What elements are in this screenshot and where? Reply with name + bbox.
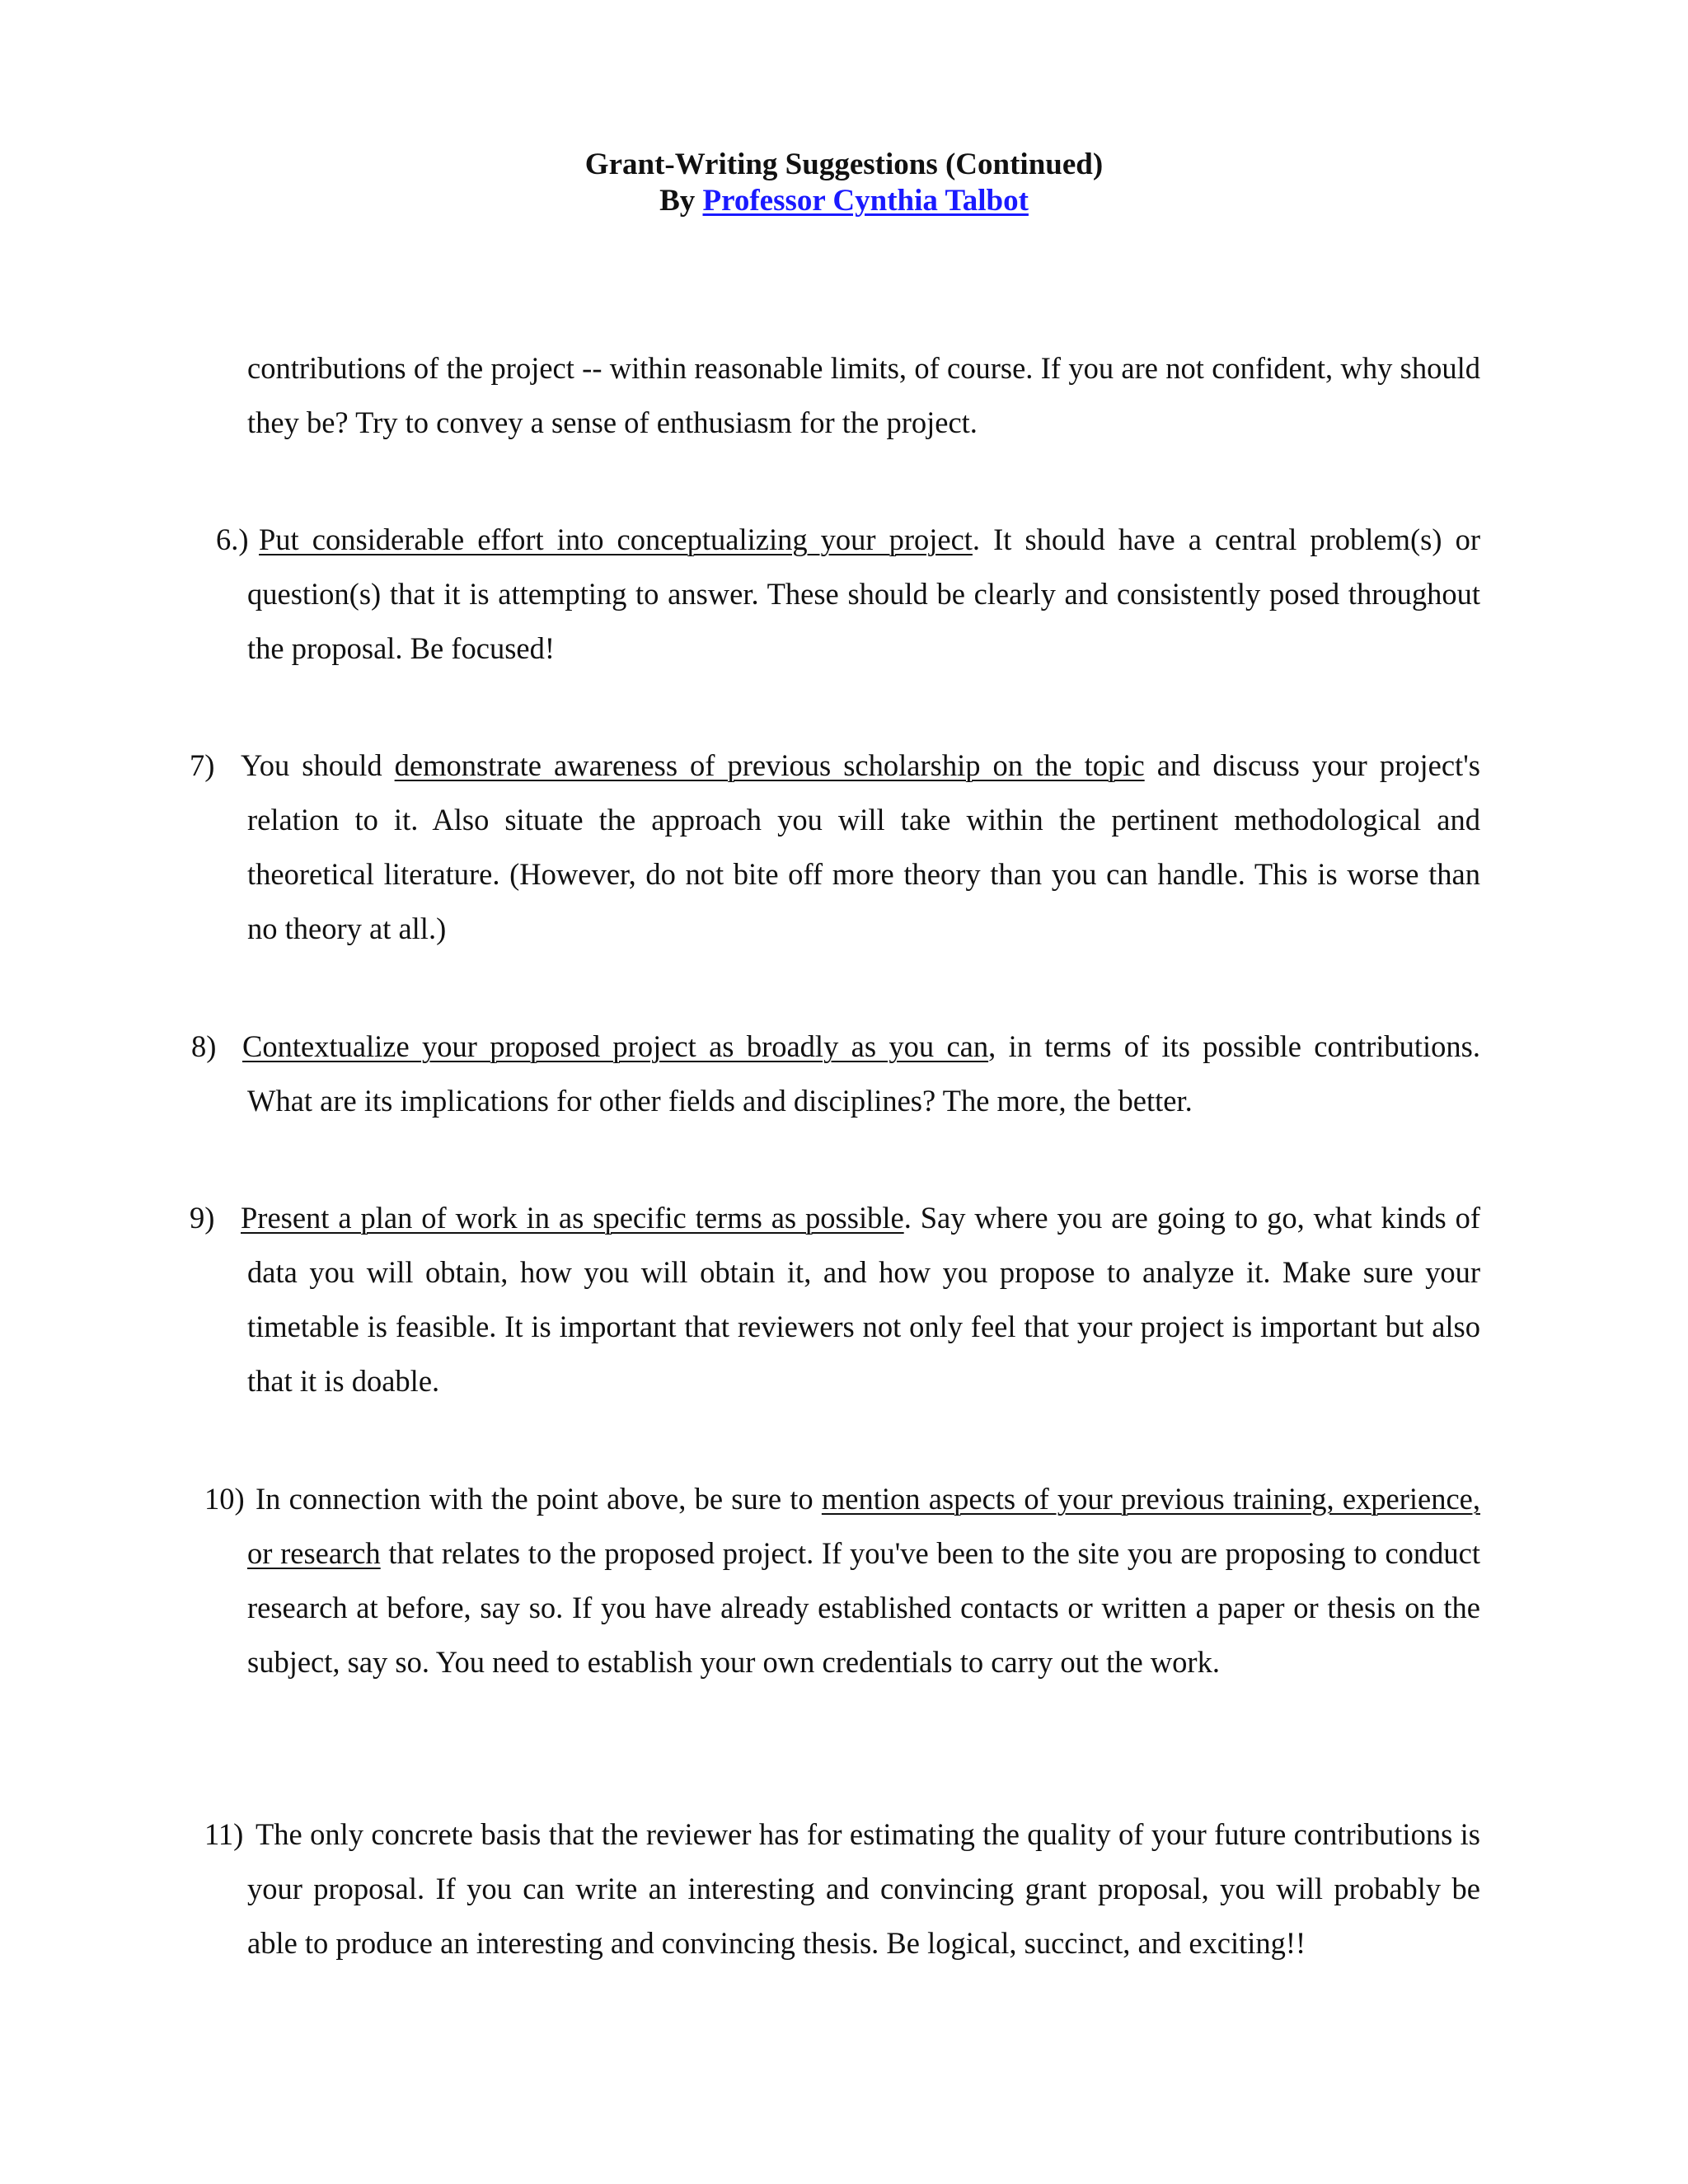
paragraph-text-before: In connection with the point above, be sure to [256,1482,822,1516]
item-number: 8) [191,1029,217,1063]
paragraph-text-before: You should [241,748,395,782]
paragraph-text: The only concrete basis that the reviewer has for estimating the quality of your future contributions is your proposal. If you can write an interesting and convincing grant proposal, you will probably be able to produce an interesting and convincing thesis. Be logical, succinct, and exciting!! [247,1817,1480,1960]
item-number: 7) [190,748,215,782]
item-number: 6.) [216,523,249,556]
paragraph-text: that relates to the proposed project. If you've been to the site you are proposing to conduct research at before, say so. If you have already established contacts or written a paper or thesis on the subject, say so. You need to establish your own credentials to carry out the work. [247,1536,1480,1679]
author-link[interactable]: Professor Cynthia Talbot [702,184,1029,218]
emphasis-text: mention aspects of your previous training, experience, or research [247,1482,1480,1570]
emphasis-text: Present a plan of work in as specific terms as possible [241,1201,904,1235]
title-block [0,147,1688,219]
paragraph-text: , in terms of its possible contributions. What are its implications for other fields and disciplines? The more, the better. [247,1029,1481,1118]
list-item-6 [216,513,1480,676]
list-item-8 [191,1019,1481,1128]
emphasis-text: Put considerable effort into conceptualizing your project [259,523,973,556]
byline-prefix: By [659,184,703,218]
list-item-9 [190,1191,1480,1408]
paragraph-5-continued [247,341,1480,450]
emphasis-text: demonstrate awareness of previous scholarship on the topic [394,748,1145,782]
paragraph-text: and discuss your project's relation to it. Also situate the approach you will take within the pertinent methodological and theoretical literature. (However, do not bite off more theory than you can handle. This is worse than no theory at all.) [247,748,1480,945]
paragraph-text: . It should have a central problem(s) or question(s) that it is attempting to answer. These should be clearly and consistently posed throughout the proposal. Be focused! [247,523,1480,665]
paragraph-text: . Say where you are going to go, what kinds of data you will obtain, how you will obtain it, and how you propose to analyze it. Make sure your timetable is feasible. It is important that reviewers not only feel that your project is important but also that it is doable. [247,1201,1480,1398]
item-number: 10) [204,1482,245,1516]
list-item-10 [204,1472,1480,1690]
item-number: 9) [190,1201,215,1235]
emphasis-text: Contextualize your proposed project as broadly as you can [242,1029,989,1063]
page-title: Grant-Writing Suggestions (Continued) [584,148,1104,181]
list-item-7 [190,738,1480,956]
byline [0,183,1688,219]
paragraph-text: contributions of the project -- within reasonable limits, of course. If you are not confident, why should they be? Try to convey a sense of enthusiasm for the project. [247,351,1480,439]
list-item-11 [204,1807,1480,1971]
item-number: 11) [204,1817,244,1851]
